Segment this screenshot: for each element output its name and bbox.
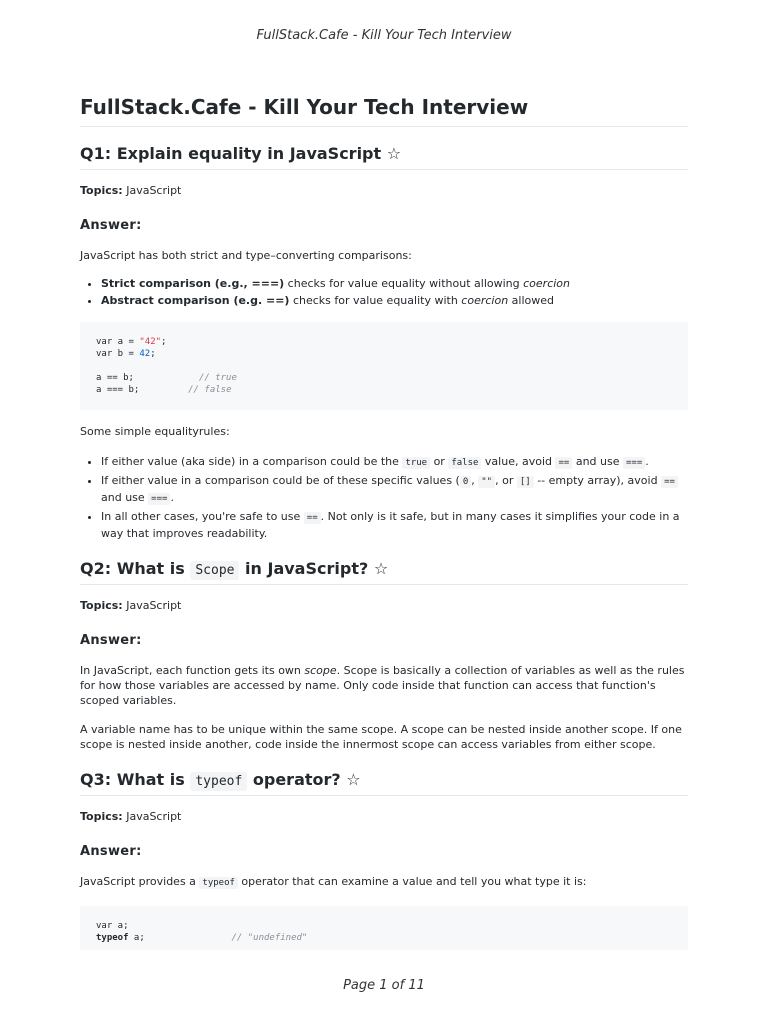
question-3-paragraph-1: JavaScript provides a typeof operator that can examine a value and tell you what type it is: <box>80 875 587 888</box>
topics-label: Topics: <box>80 810 123 823</box>
question-2-paragraph-1: In JavaScript, each function gets its own scope. Scope is basically a collection of variables as well as the rules for how those variables are accessed by name. Only code inside that function can access that function's scoped variables. <box>80 664 685 707</box>
question-2-title-suffix: in JavaScript? <box>239 559 369 578</box>
question-3-title <box>80 770 688 796</box>
question-2-paragraph-2: A variable name has to be unique within the same scope. A scope can be nested inside another scope. If one scope is nested inside another, code inside the innermost scope can access variables from either scope. <box>80 723 682 751</box>
rules-list <box>80 454 688 541</box>
bullet-tail: allowed <box>508 294 554 307</box>
title-code: typeof <box>190 772 247 791</box>
bullet-italic: coercion <box>523 277 570 290</box>
list-item: • If either value (aka side) in a comparison could be the true or false value, avoid == and use === . <box>101 454 688 471</box>
question-1-topics <box>80 183 688 198</box>
question-3-title-suffix: operator? <box>247 770 341 789</box>
star-icon: ☆ <box>346 770 361 789</box>
star-icon: ☆ <box>373 559 389 578</box>
question-2-title-text: Q2: What is <box>80 559 191 578</box>
list-item <box>101 293 688 308</box>
title-code: Scope <box>190 561 239 580</box>
question-1-answer-heading: Answer: <box>80 218 142 233</box>
topics-label: Topics: <box>80 599 123 612</box>
rules-intro: Some simple equalityrules: <box>80 425 230 438</box>
question-2-answer-heading: Answer: <box>80 633 142 648</box>
question-1-title-text: Q1: Explain equality in JavaScript <box>80 144 382 163</box>
question-1-intro: JavaScript has both strict and type–converting comparisons: <box>80 249 412 262</box>
bullet-bold: Strict comparison (e.g., ===) <box>101 277 285 290</box>
topics-value: JavaScript <box>126 810 182 823</box>
list-item: • In all other cases, you're safe to use == . Not only is it safe, but in many cases it simplifies your code in a way that improves readability. <box>101 509 688 541</box>
document-content <box>80 95 688 950</box>
question-1-bullets <box>80 276 688 308</box>
topics-value: JavaScript <box>126 184 182 197</box>
list-item: • If either value in a comparison could be of these specific values ( 0 , "" , or [] -- empty array), avoid == and use === . <box>101 473 688 507</box>
bullet-text: checks for value equality with <box>289 294 462 307</box>
question-2-topics <box>80 598 688 613</box>
list-item <box>101 276 688 291</box>
topics-value: JavaScript <box>126 599 182 612</box>
bullet-text: checks for value equality without allowing <box>284 277 524 290</box>
question-3-topics <box>80 809 688 824</box>
question-3-title-text: Q3: What is <box>80 770 191 789</box>
bullet-bold: Abstract comparison (e.g. ==) <box>101 294 290 307</box>
star-icon: ☆ <box>386 144 402 163</box>
page-footer: Page 1 of 11 <box>343 978 425 993</box>
question-1-title <box>80 144 688 170</box>
question-3-answer-heading: Answer: <box>80 844 142 859</box>
bullet-italic: coercion <box>461 294 509 307</box>
topics-label: Topics: <box>80 184 123 197</box>
document-title: FullStack.Cafe - Kill Your Tech Interview <box>80 95 688 127</box>
question-2-title <box>80 559 688 585</box>
code-block: var a; typeof a; // "undefined" <box>80 906 688 950</box>
code-block: var a = "42"; var b = 42; a == b; // true a === b; // false <box>80 322 688 410</box>
page-header: FullStack.Cafe - Kill Your Tech Interview <box>256 28 512 43</box>
